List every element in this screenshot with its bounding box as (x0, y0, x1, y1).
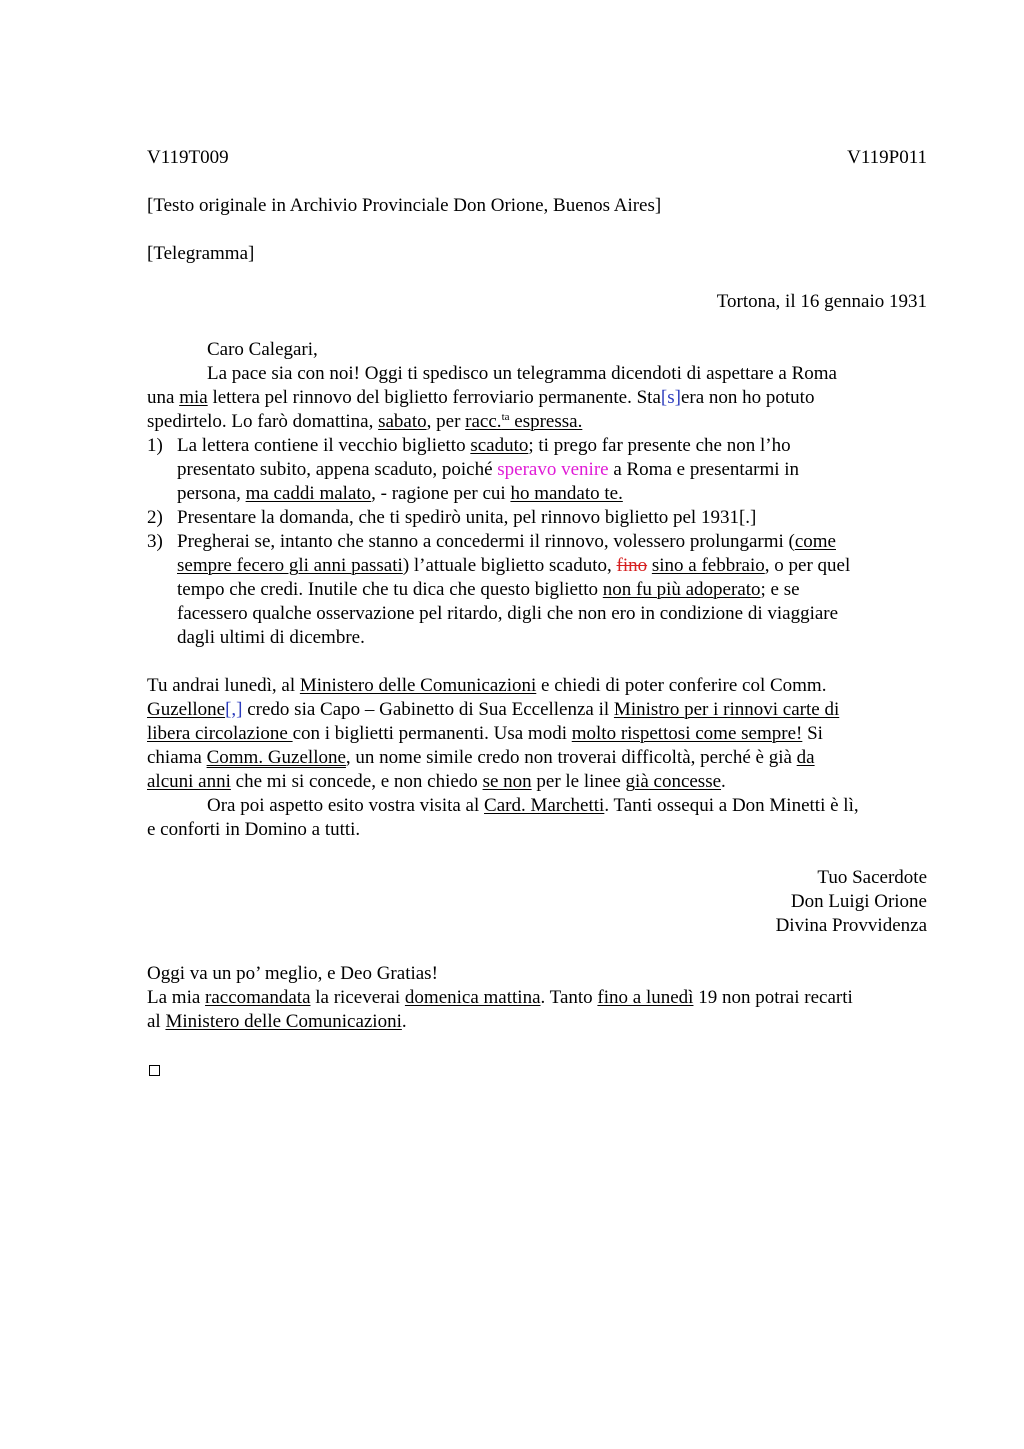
list-number: 3) (147, 531, 163, 552)
list-item-3: 3) Pregherai se, intanto che stanno a concedermi il rinnovo, volessero prolungarmi (come sempre fecero gli anni passati) l’attuale biglietto scaduto, fino sino a febbraio, o per quel tempo che credi. Inutile che tu dica che questo biglietto non fu più adoperato; e se facessero qualche osservazione pel ritardo, digli che non ero in condizione di viaggiare dagli ultimi di dicembre. (147, 531, 851, 648)
document-code-right: V119P011 (847, 147, 927, 168)
underlined-text: ma caddi malato (245, 483, 372, 504)
underlined-text: Ministro per i rinnovi carte di (613, 699, 840, 720)
deleted-text: fino (616, 555, 648, 576)
signature-line: Don Luigi Orione (790, 891, 927, 912)
end-mark-checkbox-icon (149, 1065, 160, 1076)
double-underlined-text: Comm. Guzellone (206, 747, 346, 768)
underlined-text: Guzellone (147, 699, 226, 720)
list-number: 2) (147, 507, 163, 528)
signature-line: Tuo Sacerdote (817, 867, 927, 888)
paragraph-1 (147, 362, 927, 434)
underlined-text: libera circolazione (147, 723, 293, 744)
underlined-text: Card. Marchetti (484, 795, 605, 816)
editorial-insertion: [s] (660, 387, 681, 408)
underlined-text: già concesse (625, 771, 722, 792)
underlined-text: scaduto (470, 435, 529, 456)
text-line: una mia lettera pel rinnovo del biglietto ferroviario permanente. Sta[s]era non ho potuto (147, 387, 815, 408)
underlined-text: alcuni anni (147, 771, 231, 792)
underlined-text: Ministero delle Comunicazioni (299, 675, 537, 696)
document-code-left: V119T009 (147, 147, 229, 168)
underlined-text: ho mandato te. (510, 483, 623, 504)
list-number: 1) (147, 435, 163, 456)
list-item-1: 1) La lettera contiene il vecchio biglietto scaduto; ti prego far presente che non l’ho presentato subito, appena scaduto, poiché speravo venire a Roma e presentarmi in persona, ma caddi malato, - ragione per cui ho mandato te. (147, 435, 800, 504)
underlined-text: domenica mattina (404, 987, 541, 1008)
underlined-text: fino a lunedì (597, 987, 694, 1008)
signature (147, 866, 927, 938)
salutation: Caro Calegari, (207, 339, 318, 360)
document-type: [Telegramma] (147, 243, 255, 264)
editorial-insertion: [,] (225, 699, 243, 720)
signature-line: Divina Provvidenza (775, 915, 927, 936)
text-line: spedirtelo. Lo farò domattina, sabato, per racc.$^{ta}$ espressa. (147, 411, 583, 432)
source-note: [Testo originale in Archivio Provinciale Don Orione, Buenos Aires] (147, 195, 662, 216)
highlighted-text: speravo venire (497, 459, 609, 480)
underlined-text: mia (179, 387, 208, 408)
list-item-2: 2) Presentare la domanda, che ti spedirò unita, pel rinnovo biglietto pel 1931[.] (147, 507, 757, 528)
underlined-text: racc.$^{ta}$ espressa. (465, 411, 583, 432)
letter-page (147, 146, 927, 1034)
postscript: Oggi va un po’ meglio, e Deo Gratias! La mia raccomandata la riceverai domenica mattina. Tanto fino a lunedì 19 non potrai recarti al Ministero delle Comunicazioni. (147, 963, 853, 1032)
underlined-text: come (794, 531, 836, 552)
paragraph-2: Tu andrai lunedì, al Ministero delle Comunicazioni e chiedi di poter conferire col Comm. Guzellone[,] credo sia Capo – Gabinetto di Sua Eccellenza il Ministro per i rinnovi carte di libera circolazione con i biglietti permanenti. Usa modi molto rispettosi come sempre! Si chiama Comm. Guzellone, un nome simile credo non troverai difficoltà, perché è già da alcuni anni che mi si concede, e non chiedo se non per le linee già concesse. (147, 675, 840, 792)
letter-date: Tortona, il 16 gennaio 1931 (716, 291, 927, 312)
underlined-text: se non (482, 771, 532, 792)
underlined-text: sino a febbraio (651, 555, 765, 576)
underlined-text: Ministero delle Comunicazioni (165, 1011, 402, 1032)
document-header (147, 146, 927, 170)
paragraph-3: Ora poi aspetto esito vostra visita al Card. Marchetti. Tanti ossequi a Don Minetti è lì, e conforti in Domino a tutti. (147, 795, 859, 840)
underlined-text: da (796, 747, 815, 768)
underlined-text: raccomandata (205, 987, 311, 1008)
text-line: La pace sia con noi! Oggi ti spedisco un telegramma dicendoti di aspettare a Roma (207, 363, 837, 384)
underlined-text: sempre fecero gli anni passati (177, 555, 403, 576)
underlined-text: sabato (378, 411, 427, 432)
underlined-text: molto rispettosi come sempre! (571, 723, 803, 744)
underlined-text: non fu più adoperato (602, 579, 761, 600)
